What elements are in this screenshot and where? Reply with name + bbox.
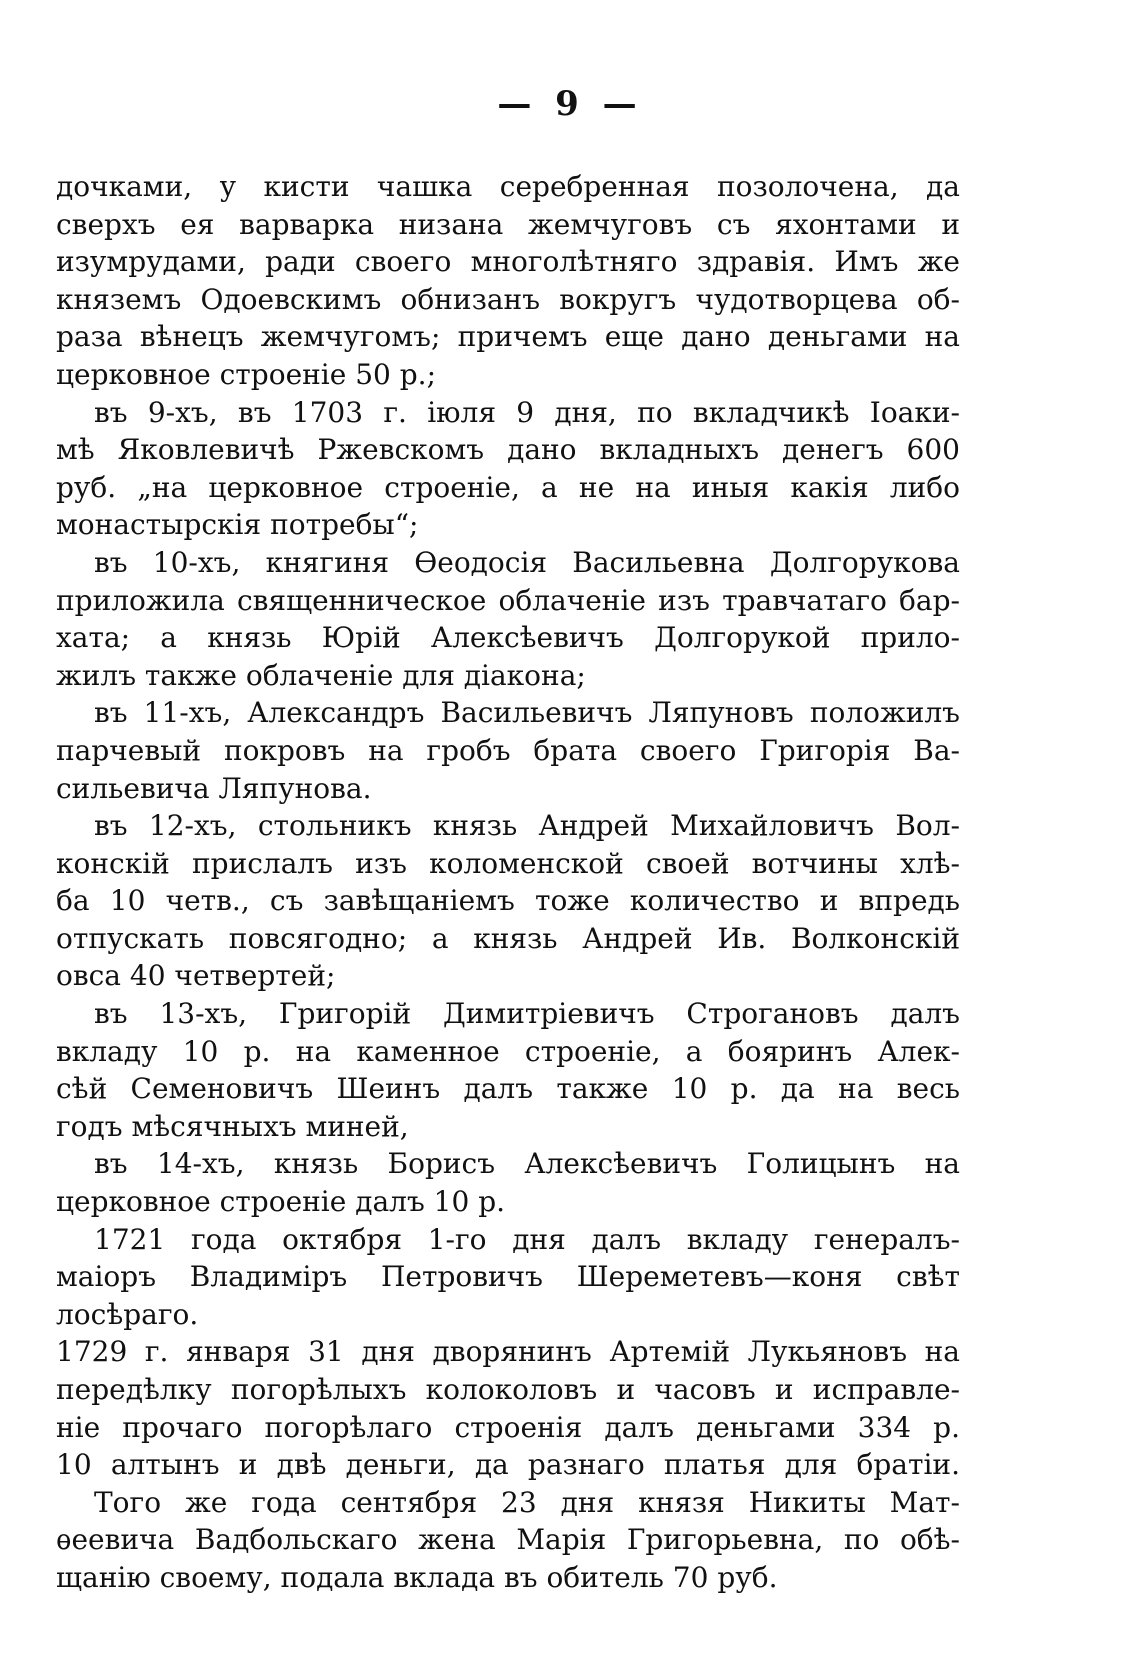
text-line: жилъ также облаченіе для діакона; [56,658,586,692]
text-line: монастырскія потребы“; [56,508,419,542]
text-line: сѣй Семеновичъ Шеинъ далъ также 10 р. да на весь [56,1072,960,1106]
text-line: конскій прислалъ изъ коломенской своей вотчины хлѣ- [56,846,960,880]
text-line: мѣ Яковлевичѣ Ржевскомъ дано вкладныхъ денегъ 600 [56,433,960,467]
text-line: хата; а князь Юрій Алексѣевичъ Долгорукой прило- [56,621,960,655]
text-line: церковное строеніе далъ 10 р. [56,1185,506,1219]
text-line: 10 алтынъ и двѣ деньги, да разнаго платья для братіи. [56,1448,960,1482]
text-line: передѣлку погорѣлыхъ колоколовъ и часовъ и исправле- [56,1373,960,1406]
text-line: овса 40 четвертей; [56,959,336,993]
text-line: въ 9-хъ, въ 1703 г. іюля 9 дня, по вкладчикѣ Іоаки- [94,395,960,429]
text-line: въ 12-хъ, стольникъ князь Андрей Михайловичъ Вол- [94,809,960,843]
text-line: въ 13-хъ, Григорій Димитріевичъ Строгановъ далъ [94,997,960,1031]
text-line: раза вѣнецъ жемчугомъ; причемъ еще дано деньгами на [56,320,960,354]
page-number: — 9 — [497,84,643,124]
text-line: сверхъ ея варварка низана жемчуговъ съ яхонтами и [56,207,960,241]
text-line: лосѣраго. [56,1297,199,1331]
text-line: ѳеевича Вадбольскаго жена Марія Григорьевна, по обѣ- [56,1523,960,1557]
text-line: княземъ Одоевскимъ обнизанъ вокругъ чудотворцева об- [56,282,960,316]
text-line: щанію своему, подала вклада въ обитель 70 руб. [56,1560,778,1594]
text-line: 1729 г. января 31 дня дворянинъ Артемій Лукьяновъ на [56,1335,960,1369]
text-line: церковное строеніе 50 р.; [56,357,437,391]
text-line: въ 10-хъ, княгиня Ѳеодосія Васильевна Долгорукова [94,545,960,579]
text-line: сильевича Ляпунова. [56,771,372,805]
text-line: годъ мѣсячныхъ миней, [56,1109,409,1143]
text-line: въ 14-хъ, князь Борисъ Алексѣевичъ Голицынъ на [94,1147,960,1181]
text-line: вкладу 10 р. на каменное строеніе, а бояринъ Алек- [56,1034,960,1068]
text-line: парчевый покровъ на гробъ брата своего Григорія Ва- [56,733,960,767]
text-line: въ 11-хъ, Александръ Васильевичъ Ляпуновъ положилъ [94,696,960,730]
body-text [56,168,960,1597]
text-line: дочками, у кисти чашка серебренная позолочена, да [56,170,960,203]
text-line: Того же года сентября 23 дня князя Никиты Мат- [94,1485,960,1519]
text-line: ба 10 четв., съ завѣщаніемъ тоже количество и впредь [56,884,960,918]
text-line: приложила священническое облаченіе изъ травчатаго бар- [56,583,960,617]
text-line: руб. „на церковное строеніе, а не на иныя какія либо [56,470,960,504]
text-line: ніе прочаго погорѣлаго строенія далъ деньгами 334 р. [56,1410,960,1444]
text-line: изумрудами, ради своего многолѣтняго здравія. Имъ же [56,245,960,279]
text-line: маіоръ Владиміръ Петровичъ Шереметевъ—коня свѣт [56,1260,960,1294]
text-line: 1721 года октября 1-го дня далъ вкладу генералъ- [94,1222,960,1256]
text-line: отпускать повсягодно; а князь Андрей Ив. Волконскій [56,921,960,955]
